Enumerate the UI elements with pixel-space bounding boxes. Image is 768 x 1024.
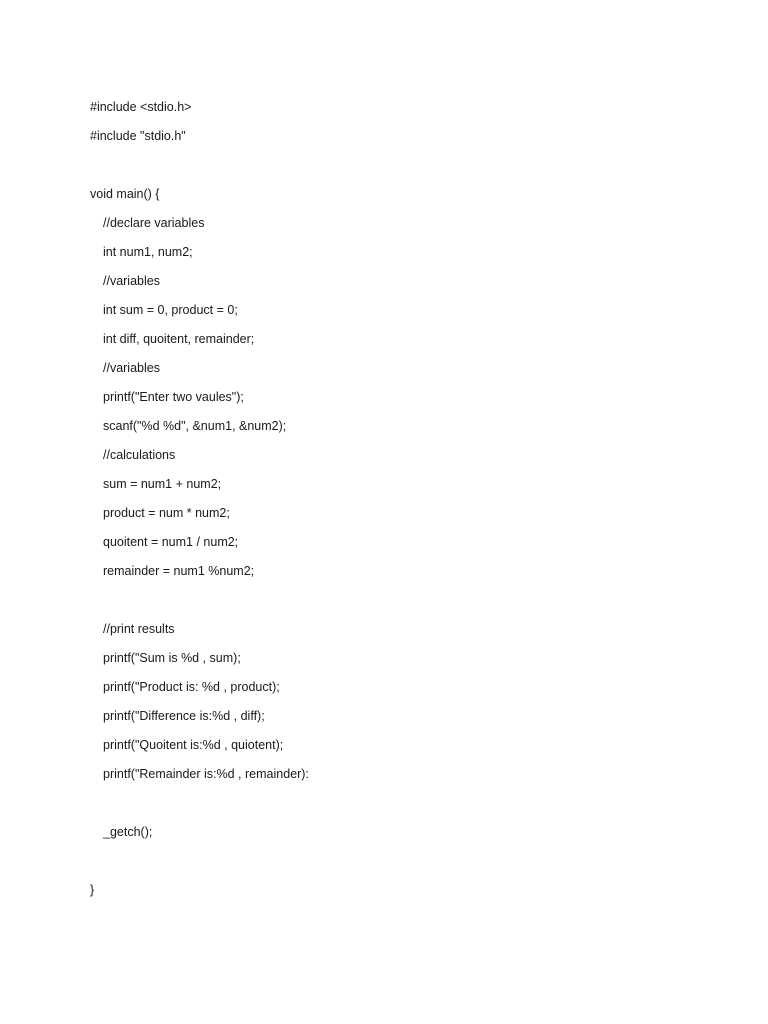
code-line: printf("Product is: %d , product); xyxy=(103,680,280,694)
code-line: quoitent = num1 / num2; xyxy=(103,535,239,549)
code-line: //variables xyxy=(103,361,160,375)
code-line: //declare variables xyxy=(103,216,205,230)
code-line: product = num * num2; xyxy=(103,506,230,520)
blank-line xyxy=(90,847,710,876)
code-line: //print results xyxy=(103,622,175,636)
code-line: #include "stdio.h" xyxy=(90,129,186,143)
code-line: scanf("%d %d", &num1, &num2); xyxy=(103,419,287,433)
code-line: //calculations xyxy=(103,448,176,462)
blank-line xyxy=(90,586,710,615)
blank-line xyxy=(90,151,710,180)
code-line: _getch(); xyxy=(103,825,153,839)
document-body xyxy=(90,93,710,905)
code-line: void main() { xyxy=(90,187,160,201)
code-line: printf("Sum is %d , sum); xyxy=(103,651,241,665)
code-line: remainder = num1 %num2; xyxy=(103,564,255,578)
code-line: sum = num1 + num2; xyxy=(103,477,222,491)
code-line: printf("Enter two vaules"); xyxy=(103,390,244,404)
blank-line xyxy=(90,789,710,818)
code-line: #include <stdio.h> xyxy=(90,100,192,114)
code-line: printf("Quoitent is:%d , quiotent); xyxy=(103,738,284,752)
code-line: int num1, num2; xyxy=(103,245,193,259)
code-line: int sum = 0, product = 0; xyxy=(103,303,238,317)
code-line: printf("Difference is:%d , diff); xyxy=(103,709,265,723)
code-line: printf("Remainder is:%d , remainder): xyxy=(103,767,309,781)
code-line: } xyxy=(90,883,95,897)
code-line: //variables xyxy=(103,274,160,288)
code-line: int diff, quoitent, remainder; xyxy=(103,332,255,346)
